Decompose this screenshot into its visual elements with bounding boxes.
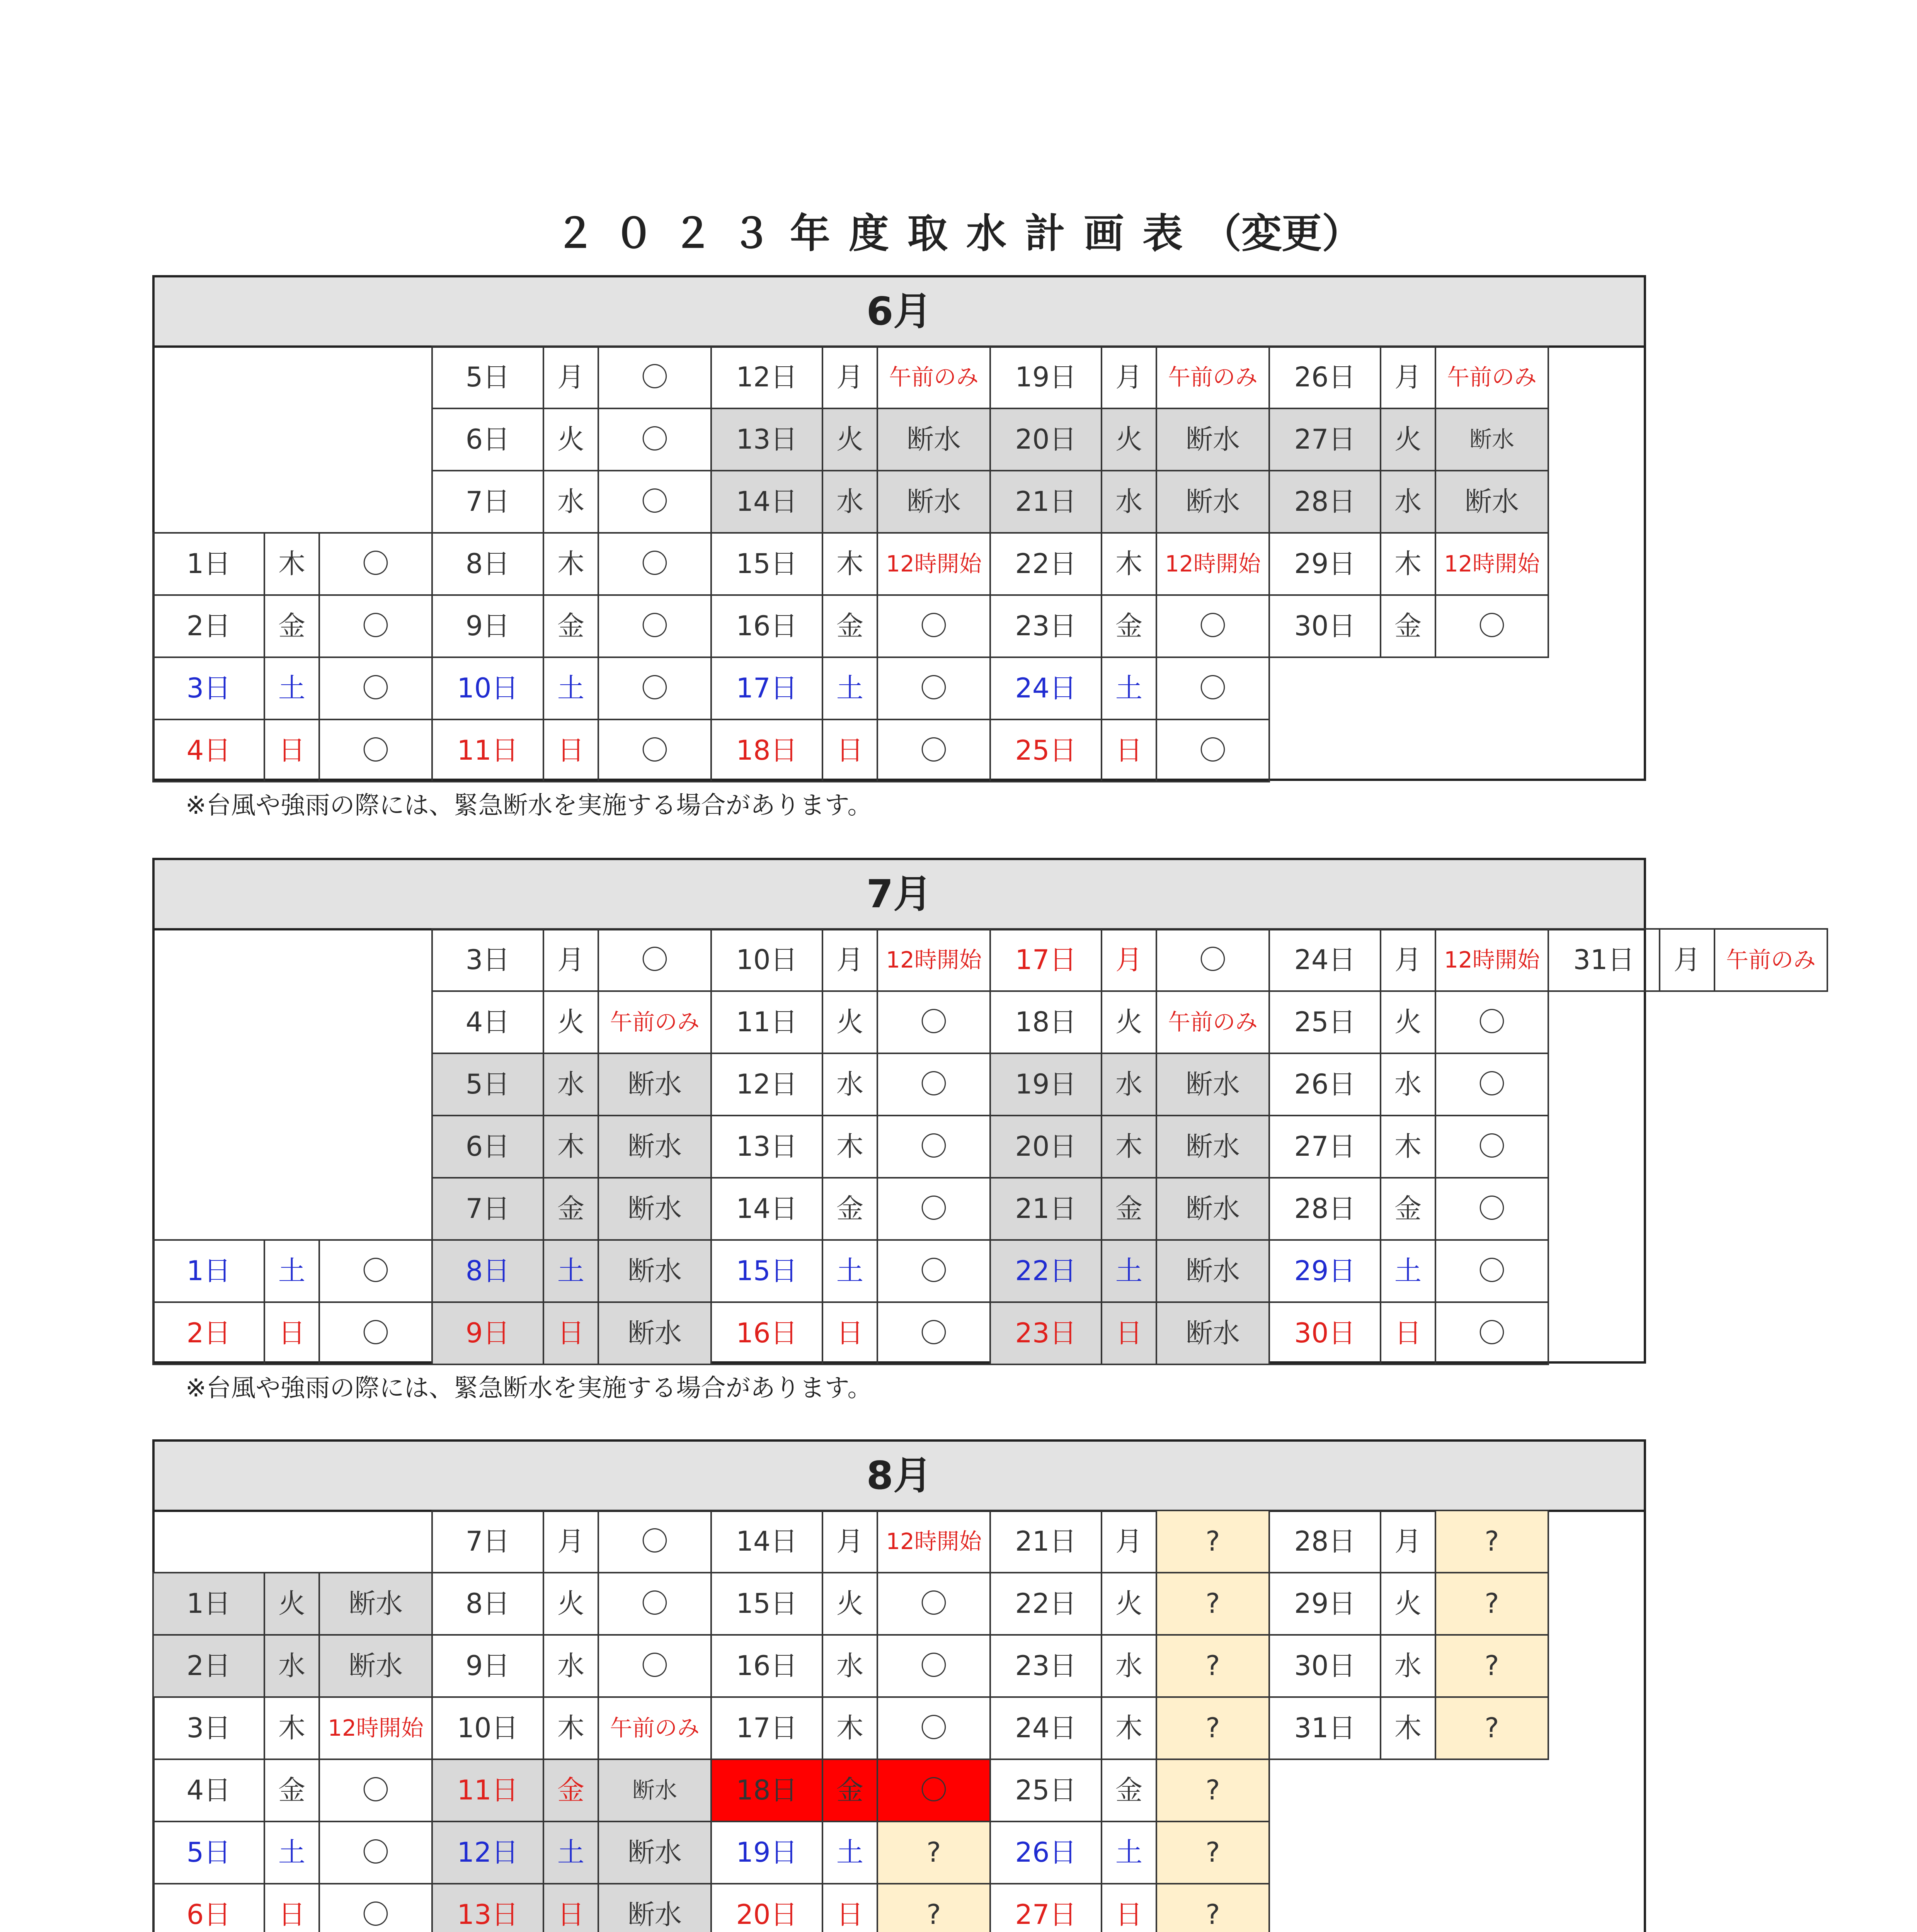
day-date: 6日 <box>152 1883 265 1932</box>
day-status: 〇 <box>318 1883 433 1932</box>
day-weekday: 日 <box>1101 719 1157 782</box>
day-weekday: 水 <box>543 470 599 534</box>
day-weekday: 火 <box>1380 408 1436 471</box>
day-weekday: 月 <box>822 345 878 409</box>
day-status: 断水 <box>598 1177 712 1241</box>
day-date: 19日 <box>989 345 1102 409</box>
day-weekday: 土 <box>264 1821 320 1884</box>
day-status: 〇 <box>877 990 991 1054</box>
day-weekday: 木 <box>822 1115 878 1179</box>
day-weekday: 火 <box>1101 1572 1157 1636</box>
day-status: 12時開始 <box>1156 532 1270 596</box>
day-weekday: 火 <box>1380 1572 1436 1636</box>
day-weekday: 金 <box>264 594 320 658</box>
day-date: 21日 <box>989 470 1102 534</box>
day-status: 午前のみ <box>1156 990 1270 1054</box>
day-date: 7日 <box>431 1177 544 1241</box>
day-weekday: 日 <box>1101 1883 1157 1932</box>
day-date: 1日 <box>152 532 265 596</box>
day-weekday: 土 <box>543 656 599 720</box>
day-status: 〇 <box>598 719 712 782</box>
month-august <box>152 1439 1646 1932</box>
day-date: 26日 <box>989 1821 1102 1884</box>
day-status: 断水 <box>598 1759 712 1822</box>
day-weekday: 土 <box>822 1239 878 1303</box>
day-weekday: 金 <box>543 594 599 658</box>
day-weekday: 日 <box>543 719 599 782</box>
day-weekday: 日 <box>264 1301 320 1365</box>
day-status: 午前のみ <box>598 990 712 1054</box>
day-date: 29日 <box>1268 1239 1381 1303</box>
day-date: 15日 <box>710 1572 823 1636</box>
day-weekday: 日 <box>822 1883 878 1932</box>
month-july <box>152 858 1816 1364</box>
day-status: 〇 <box>1435 990 1549 1054</box>
day-date: 6日 <box>431 408 544 471</box>
day-weekday: 水 <box>1101 1634 1157 1698</box>
day-status: 〇 <box>877 656 991 720</box>
day-date: 16日 <box>710 1634 823 1698</box>
day-status: 午前のみ <box>1435 345 1549 409</box>
day-date: 14日 <box>710 1177 823 1241</box>
day-status: 〇 <box>877 1115 991 1179</box>
day-date: 8日 <box>431 1239 544 1303</box>
day-weekday: 土 <box>1101 656 1157 720</box>
day-weekday: 日 <box>822 719 878 782</box>
day-weekday: 火 <box>543 408 599 471</box>
day-status: 〇 <box>598 1510 712 1573</box>
note-july: ※台風や強雨の際には、緊急断水を実施する場合があります。 <box>186 1374 872 1403</box>
day-date: 29日 <box>1268 1572 1381 1636</box>
day-status: 〇 <box>598 408 712 471</box>
day-weekday: 日 <box>543 1301 599 1365</box>
day-weekday: 日 <box>1101 1301 1157 1365</box>
day-date: 16日 <box>710 594 823 658</box>
day-status: 〇 <box>598 594 712 658</box>
day-status: 12時開始 <box>1435 928 1549 992</box>
day-date: 9日 <box>431 1634 544 1698</box>
day-date: 18日 <box>989 990 1102 1054</box>
title-char: （変更） <box>1201 210 1362 257</box>
day-weekday: 金 <box>1101 1759 1157 1822</box>
day-date: 9日 <box>431 594 544 658</box>
day-status: 12時開始 <box>877 532 991 596</box>
day-status: 断水 <box>877 470 991 534</box>
day-weekday: 日 <box>264 719 320 782</box>
day-date: 20日 <box>989 408 1102 471</box>
title-char: ２ <box>555 210 595 257</box>
day-date: 20日 <box>989 1115 1102 1179</box>
day-date: 31日 <box>1268 1696 1381 1760</box>
day-date: 8日 <box>431 532 544 596</box>
day-date: 12日 <box>710 1053 823 1116</box>
day-status: ? <box>877 1883 991 1932</box>
month-june <box>152 275 1646 781</box>
day-date: 4日 <box>152 719 265 782</box>
day-date: 30日 <box>1268 594 1381 658</box>
day-weekday: 月 <box>1380 345 1436 409</box>
day-date: 23日 <box>989 1634 1102 1698</box>
day-weekday: 水 <box>543 1053 599 1116</box>
day-status: 〇 <box>1156 719 1270 782</box>
day-date: 7日 <box>431 1510 544 1573</box>
day-status: 断水 <box>598 1883 712 1932</box>
day-weekday: 日 <box>264 1883 320 1932</box>
title-char: ２ <box>672 210 713 257</box>
day-weekday: 日 <box>543 1883 599 1932</box>
day-status: 〇 <box>877 1177 991 1241</box>
day-weekday: 火 <box>1101 408 1157 471</box>
month-header: 8月 <box>155 1442 1644 1512</box>
day-status: 断水 <box>598 1301 712 1365</box>
month-header: 7月 <box>155 860 1644 930</box>
day-date: 10日 <box>431 1696 544 1760</box>
day-weekday: 金 <box>1101 594 1157 658</box>
day-status: 断水 <box>1435 408 1549 471</box>
day-status: 断水 <box>598 1053 712 1116</box>
day-status: 午前のみ <box>1714 928 1828 992</box>
day-status: 〇 <box>877 719 991 782</box>
day-status: 〇 <box>1435 1115 1549 1179</box>
day-date: 15日 <box>710 532 823 596</box>
title-char: 年 <box>790 210 830 257</box>
day-weekday: 水 <box>1380 1634 1436 1698</box>
day-weekday: 水 <box>1101 1053 1157 1116</box>
day-status: ? <box>1156 1821 1270 1884</box>
day-status: 断水 <box>598 1115 712 1179</box>
day-weekday: 火 <box>822 990 878 1054</box>
day-date: 30日 <box>1268 1634 1381 1698</box>
day-date: 28日 <box>1268 470 1381 534</box>
day-status: 〇 <box>877 594 991 658</box>
day-status: 午前のみ <box>877 345 991 409</box>
day-status: 〇 <box>318 1239 433 1303</box>
day-status: 12時開始 <box>877 1510 991 1573</box>
day-date: 29日 <box>1268 532 1381 596</box>
day-date: 2日 <box>152 594 265 658</box>
day-date: 16日 <box>710 1301 823 1365</box>
day-date: 13日 <box>710 1115 823 1179</box>
day-status: 断水 <box>1156 1177 1270 1241</box>
day-date: 21日 <box>989 1177 1102 1241</box>
day-status: 〇 <box>1156 594 1270 658</box>
day-weekday: 木 <box>543 1696 599 1760</box>
day-date: 6日 <box>431 1115 544 1179</box>
title-char: ３ <box>731 210 771 257</box>
day-date: 15日 <box>710 1239 823 1303</box>
day-status: 〇 <box>598 532 712 596</box>
day-weekday: 金 <box>1101 1177 1157 1241</box>
day-weekday: 月 <box>1659 928 1715 992</box>
day-status: 断水 <box>598 1239 712 1303</box>
day-weekday: 木 <box>543 1115 599 1179</box>
day-weekday: 月 <box>1101 345 1157 409</box>
title-char: 取 <box>907 210 948 257</box>
day-weekday: 月 <box>1101 1510 1157 1573</box>
day-date: 19日 <box>710 1821 823 1884</box>
day-status: 〇 <box>318 1759 433 1822</box>
day-date: 26日 <box>1268 345 1381 409</box>
day-status: 〇 <box>318 594 433 658</box>
day-date: 17日 <box>710 1696 823 1760</box>
day-weekday: 水 <box>1380 1053 1436 1116</box>
day-date: 24日 <box>989 656 1102 720</box>
day-status: ? <box>1156 1510 1270 1573</box>
day-weekday: 水 <box>822 1053 878 1116</box>
day-weekday: 月 <box>822 928 878 992</box>
title-char: 水 <box>966 210 1007 257</box>
day-status: 〇 <box>1435 1053 1549 1116</box>
day-weekday: 土 <box>1101 1239 1157 1303</box>
day-date: 24日 <box>989 1696 1102 1760</box>
day-weekday: 月 <box>543 928 599 992</box>
day-status: 〇 <box>1435 1177 1549 1241</box>
day-status: 〇 <box>318 1301 433 1365</box>
day-weekday: 金 <box>543 1759 599 1822</box>
day-status: ? <box>1156 1696 1270 1760</box>
day-date: 10日 <box>710 928 823 992</box>
day-date: 8日 <box>431 1572 544 1636</box>
day-status: 断水 <box>1156 1301 1270 1365</box>
day-weekday: 月 <box>1380 928 1436 992</box>
day-status: 12時開始 <box>1435 532 1549 596</box>
day-date: 1日 <box>152 1572 265 1636</box>
day-date: 3日 <box>152 656 265 720</box>
day-weekday: 金 <box>822 1759 878 1822</box>
day-date: 11日 <box>710 990 823 1054</box>
day-status: ? <box>1156 1634 1270 1698</box>
day-weekday: 木 <box>1101 532 1157 596</box>
day-date: 12日 <box>710 345 823 409</box>
day-status: ? <box>1156 1759 1270 1822</box>
day-weekday: 木 <box>543 532 599 596</box>
day-weekday: 土 <box>543 1239 599 1303</box>
day-status: 〇 <box>318 719 433 782</box>
day-status: ? <box>1156 1572 1270 1636</box>
day-weekday: 火 <box>264 1572 320 1636</box>
day-date: 22日 <box>989 1572 1102 1636</box>
day-date: 18日 <box>710 1759 823 1822</box>
day-weekday: 土 <box>822 656 878 720</box>
day-weekday: 土 <box>264 656 320 720</box>
day-weekday: 木 <box>822 532 878 596</box>
title-char: 度 <box>848 210 889 257</box>
day-weekday: 土 <box>264 1239 320 1303</box>
title-char: 計 <box>1025 210 1066 257</box>
day-date: 2日 <box>152 1301 265 1365</box>
day-weekday: 土 <box>543 1821 599 1884</box>
day-date: 5日 <box>431 345 544 409</box>
day-weekday: 金 <box>822 1177 878 1241</box>
day-date: 28日 <box>1268 1510 1381 1573</box>
day-date: 31日 <box>1548 928 1660 992</box>
day-date: 2日 <box>152 1634 265 1698</box>
day-weekday: 土 <box>822 1821 878 1884</box>
day-status: 〇 <box>598 345 712 409</box>
day-status: 〇 <box>318 656 433 720</box>
day-date: 28日 <box>1268 1177 1381 1241</box>
day-weekday: 木 <box>1101 1696 1157 1760</box>
day-date: 21日 <box>989 1510 1102 1573</box>
day-weekday: 日 <box>822 1301 878 1365</box>
day-weekday: 金 <box>264 1759 320 1822</box>
day-status: 断水 <box>1156 1239 1270 1303</box>
day-status: 〇 <box>598 1572 712 1636</box>
day-weekday: 月 <box>543 1510 599 1573</box>
day-weekday: 日 <box>1380 1301 1436 1365</box>
day-weekday: 金 <box>1380 594 1436 658</box>
day-date: 12日 <box>431 1821 544 1884</box>
month-header: 6月 <box>155 277 1644 348</box>
day-status: 〇 <box>877 1301 991 1365</box>
day-status: 〇 <box>877 1634 991 1698</box>
day-date: 10日 <box>431 656 544 720</box>
day-date: 14日 <box>710 1510 823 1573</box>
day-date: 26日 <box>1268 1053 1381 1116</box>
day-status: 断水 <box>598 1821 712 1884</box>
day-status: 断水 <box>318 1572 433 1636</box>
day-date: 14日 <box>710 470 823 534</box>
day-date: 19日 <box>989 1053 1102 1116</box>
day-status: 断水 <box>1156 408 1270 471</box>
day-status: 〇 <box>877 1759 991 1822</box>
day-date: 4日 <box>431 990 544 1054</box>
day-status: ? <box>1435 1696 1549 1760</box>
day-status: 〇 <box>1435 1239 1549 1303</box>
day-date: 22日 <box>989 532 1102 596</box>
day-date: 13日 <box>431 1883 544 1932</box>
note-june: ※台風や強雨の際には、緊急断水を実施する場合があります。 <box>186 791 872 820</box>
day-status: 断水 <box>1435 470 1549 534</box>
day-weekday: 火 <box>822 408 878 471</box>
day-status: 〇 <box>877 1696 991 1760</box>
day-date: 3日 <box>152 1696 265 1760</box>
day-status: ? <box>877 1821 991 1884</box>
day-weekday: 月 <box>543 345 599 409</box>
day-status: 〇 <box>1156 928 1270 992</box>
day-date: 7日 <box>431 470 544 534</box>
day-weekday: 土 <box>1380 1239 1436 1303</box>
day-weekday: 金 <box>1380 1177 1436 1241</box>
day-weekday: 水 <box>1380 470 1436 534</box>
day-weekday: 木 <box>1380 1696 1436 1760</box>
day-date: 3日 <box>431 928 544 992</box>
day-weekday: 月 <box>1101 928 1157 992</box>
day-weekday: 土 <box>1101 1821 1157 1884</box>
page-title <box>0 201 1917 259</box>
day-date: 27日 <box>989 1883 1102 1932</box>
day-date: 4日 <box>152 1759 265 1822</box>
day-status: 〇 <box>318 1821 433 1884</box>
day-weekday: 水 <box>264 1634 320 1698</box>
day-status: 〇 <box>877 1572 991 1636</box>
day-date: 23日 <box>989 594 1102 658</box>
day-date: 13日 <box>710 408 823 471</box>
day-weekday: 木 <box>264 532 320 596</box>
day-status: 〇 <box>1156 656 1270 720</box>
day-weekday: 木 <box>822 1696 878 1760</box>
day-weekday: 火 <box>543 990 599 1054</box>
day-status: 〇 <box>598 928 712 992</box>
day-date: 1日 <box>152 1239 265 1303</box>
day-date: 27日 <box>1268 408 1381 471</box>
day-weekday: 火 <box>543 1572 599 1636</box>
day-date: 18日 <box>710 719 823 782</box>
day-status: 断水 <box>877 408 991 471</box>
day-date: 24日 <box>1268 928 1381 992</box>
day-weekday: 水 <box>543 1634 599 1698</box>
day-status: ? <box>1435 1510 1549 1573</box>
day-date: 17日 <box>989 928 1102 992</box>
day-weekday: 火 <box>1380 990 1436 1054</box>
day-date: 20日 <box>710 1883 823 1932</box>
day-date: 25日 <box>1268 990 1381 1054</box>
day-date: 25日 <box>989 719 1102 782</box>
day-weekday: 月 <box>1380 1510 1436 1573</box>
day-status: 〇 <box>877 1053 991 1116</box>
title-char: 表 <box>1142 210 1183 257</box>
day-weekday: 木 <box>1380 532 1436 596</box>
day-weekday: 水 <box>822 1634 878 1698</box>
day-status: 〇 <box>598 1634 712 1698</box>
day-weekday: 木 <box>1380 1115 1436 1179</box>
title-char: ０ <box>613 210 654 257</box>
day-date: 5日 <box>152 1821 265 1884</box>
title-char: 画 <box>1084 210 1124 257</box>
day-date: 11日 <box>431 1759 544 1822</box>
day-weekday: 火 <box>1101 990 1157 1054</box>
day-status: ? <box>1435 1634 1549 1698</box>
day-status: ? <box>1435 1572 1549 1636</box>
day-status: 〇 <box>1435 1301 1549 1365</box>
day-status: ? <box>1156 1883 1270 1932</box>
day-status: 〇 <box>598 470 712 534</box>
day-date: 30日 <box>1268 1301 1381 1365</box>
day-status: 断水 <box>1156 470 1270 534</box>
day-status: 断水 <box>1156 1115 1270 1179</box>
day-weekday: 水 <box>1101 470 1157 534</box>
day-status: 〇 <box>318 532 433 596</box>
day-weekday: 月 <box>822 1510 878 1573</box>
day-date: 27日 <box>1268 1115 1381 1179</box>
day-date: 11日 <box>431 719 544 782</box>
day-weekday: 木 <box>1101 1115 1157 1179</box>
day-weekday: 金 <box>822 594 878 658</box>
day-date: 9日 <box>431 1301 544 1365</box>
day-date: 22日 <box>989 1239 1102 1303</box>
day-status: 12時開始 <box>318 1696 433 1760</box>
day-date: 25日 <box>989 1759 1102 1822</box>
day-status: 断水 <box>318 1634 433 1698</box>
day-weekday: 金 <box>543 1177 599 1241</box>
day-weekday: 水 <box>822 470 878 534</box>
day-status: 12時開始 <box>877 928 991 992</box>
day-date: 5日 <box>431 1053 544 1116</box>
day-date: 23日 <box>989 1301 1102 1365</box>
day-weekday: 木 <box>264 1696 320 1760</box>
day-date: 17日 <box>710 656 823 720</box>
day-status: 午前のみ <box>1156 345 1270 409</box>
day-weekday: 火 <box>822 1572 878 1636</box>
day-status: 〇 <box>1435 594 1549 658</box>
day-status: 〇 <box>877 1239 991 1303</box>
day-status: 断水 <box>1156 1053 1270 1116</box>
day-status: 〇 <box>598 656 712 720</box>
day-status: 午前のみ <box>598 1696 712 1760</box>
